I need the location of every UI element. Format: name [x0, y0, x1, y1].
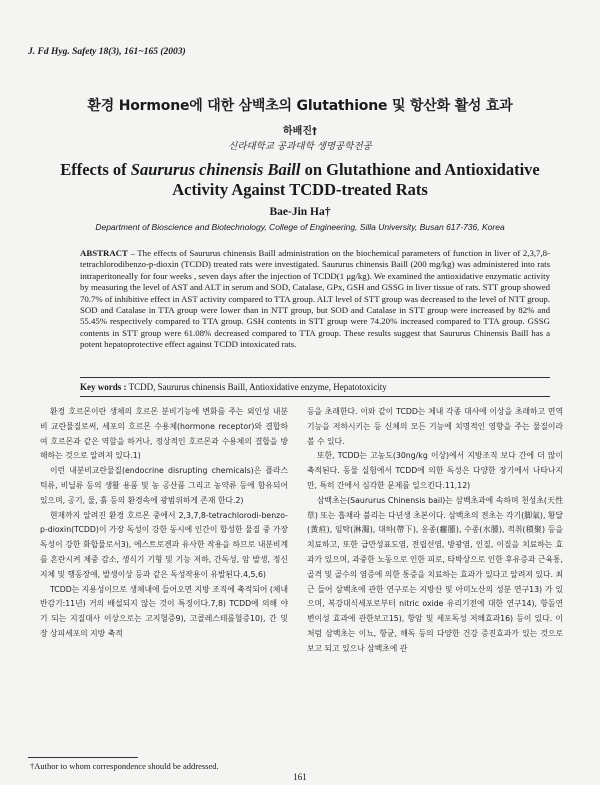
body-paragraph: 삼백초는(Saururus Chinensis bail)는 삼백초과에 속하며 천성초(天性草) 또는 흡채라 불리는 다년생 초본이다. 삼백초의 전초는 각기(脚氣), 황달(黃疸), 임탁(淋濁), 대하(帶下), 옹종(癰腫), 수종(水腫), 적취(積聚) 등을 치료하고, 또한 급만성표도염, 전립선염, 방광염, 인질, 이질을 치료하는 효과가 있으며, 과중한 노동으로 인한 피로, 타박상으로 인한 후유증과 근육통, 골격 및 골수의 염증에 의한 통증을 치료하는 효과가 있다고 알려져 있다. 최근 들어 삼백초에 관한 연구로는 지방산 및 아미노산의 성분 연구13) 가 있으며, 복강대식세포로부터 nitric oxide 유리기전에 대한 연구14), 항돌연변이성 효과에 관한보고15), 항암 및 세포독성 저해효과16) 등이 있다. 이처럼 삼백초는 이뇨, 항균, 해독 등의 다양한 건강 증진효과가 있는 것으로 보고 되고 있으나 삼백초에 관 — [307, 495, 563, 653]
body-paragraph: TCDD는 지용성이므로 생체내에 들어오면 지방 조직에 축적되어 (체내 반감기:11년) 거의 배설되지 않는 것이 특징이다.7,8) TCDD에 의해 야기 되는 지질대사 이상으로는 고지혈증9), 고콜레스테롤혈증10), 간 및 장 상피세포의 지방 축적 — [40, 584, 288, 638]
body-column-right — [307, 405, 563, 657]
body-paragraph: 환경 호르몬이란 생체의 호르몬 분비기능에 변화를 주는 외인성 내분비 교란물질로써, 세포의 호르몬 수용체(hormone receptor)와 결합하여 호르몬과 같은 역할을 하거나, 정상적인 호르몬과 수용체의 결합을 방해하는 것으로 알려져 있다.1) — [40, 407, 288, 461]
english-affiliation: Department of Bioscience and Biotechnology, College of Engineering, Silla University, Busan 617-736, Korea — [95, 222, 505, 232]
keywords-top-rule — [80, 377, 550, 378]
body-paragraph: 또한, TCDD는 고농도(30ng/kg 이상)에서 지방조직 보다 간에 더 많이 축적된다. 동물 실험에서 TCDD에 의한 독성은 다양한 장기에서 나타나지만, 특히 간에서 심각한 문제를 일으킨다.11,12) — [307, 451, 563, 490]
korean-affiliation: 신라대학교 공과대학 생명공학전공 — [228, 141, 372, 152]
footnote: †Author to whom correspondence should be addressed. — [30, 761, 219, 771]
keywords-label: Key words : — [80, 382, 127, 392]
body-paragraph: 등을 초래한다. 이와 같이 TCDD는 체내 각종 대사에 이상을 초래하고 면역기능을 저하시키는 등 신체의 모든 기능에 치명적인 영향을 주는 물질이라 볼 수 있다. — [307, 407, 563, 446]
journal-reference: J. Fd Hyg. Safety 18(3), 161~165 (2003) — [28, 47, 186, 57]
english-title — [40, 160, 560, 200]
keywords-text: TCDD, Saururus chinensis Baill, Antioxidative enzyme, Hepatotoxicity — [126, 382, 387, 392]
english-author: Bae-Jin Ha† — [269, 206, 331, 218]
keywords-bottom-rule — [80, 396, 550, 397]
english-title-rest: on Glutathione and Antioxidative Activity Against TCDD-treated Rats — [172, 160, 540, 199]
abstract-text: – The effects of Saururus chinensis Baill administration on the biochemical parameters of function in liver of 2,3,7,8-tetrachlorodibenzo-p-dioxin (TCDD) treated rats were investigated. Saururus chinensis Baill (200 mg/kg) was administered into rats intraperitoneally for four weeks , seven days after the injection of TCDD(1 μg/kg). We examined the antioxidative enzymatic activity by measuring the level of AST and ALT in serum and SOD, Catalase, GPx, GSH and GSSG in liver tissue of rats. STT group showed 70.7% of inhibitive effect in AST activity compared to TTA group. ALT level of STT group was decreased to the level of NTT group. SOD and Catalase in TTA group were lower than in NTT group, but SOD and Catalase in STT group were increased by 82% and 55.45% respectively compared to TTA group. GSH contents in STT group were 74.20% increased compared to TTA group. GSSG contents in STT group were 61.08% decreased compared to TTA group. These results suggest that Saururus Chinensis Baill has a potent hepatoprotective effect against TCDD intoxicated rats. — [80, 248, 550, 350]
english-title-prefix: Effects of — [60, 160, 131, 179]
page-number: 161 — [293, 772, 307, 782]
keywords — [80, 382, 550, 392]
abstract-label: ABSTRACT — [80, 248, 128, 258]
body-paragraph: 이런 내분비교란물질(endocrine disrupting chemicals)은 플라스틱류, 비닐류 등의 생활 용품 및 농 공산품 그리고 농약류 등에 함유되어 있으며, 공기, 물, 흙 등의 환경속에 광범위하게 존재 한다.2) — [40, 466, 288, 505]
english-title-species: Saururus chinensis Baill — [130, 160, 301, 179]
korean-title: 환경 Hormone에 대한 삼백초의 Glutathione 및 항산화 활성 효과 — [87, 98, 513, 114]
korean-author: 하배진† — [283, 126, 317, 137]
footnote-rule — [28, 757, 138, 758]
body-column-left — [40, 405, 288, 642]
body-paragraph: 현재까지 알려진 환경 호르몬 중에서 2,3,7,8-tetrachlorodi-benzo-p-dioxin(TCDD)이 가장 독성이 강한 동시에 인간이 합성한 물질 중 가장 독성이 강한 화합물로서3), 에스트로겐과 유사한 작용을 하므로 내분비계를 혼란시켜 체중 감소, 생식기 기형 및 기능 저하, 간독성, 암 발생, 정신 지체 및 행동장애, 발생이상 등과 같은 독성작용이 유발된다.4,5,6) — [40, 510, 288, 579]
abstract — [80, 248, 550, 351]
